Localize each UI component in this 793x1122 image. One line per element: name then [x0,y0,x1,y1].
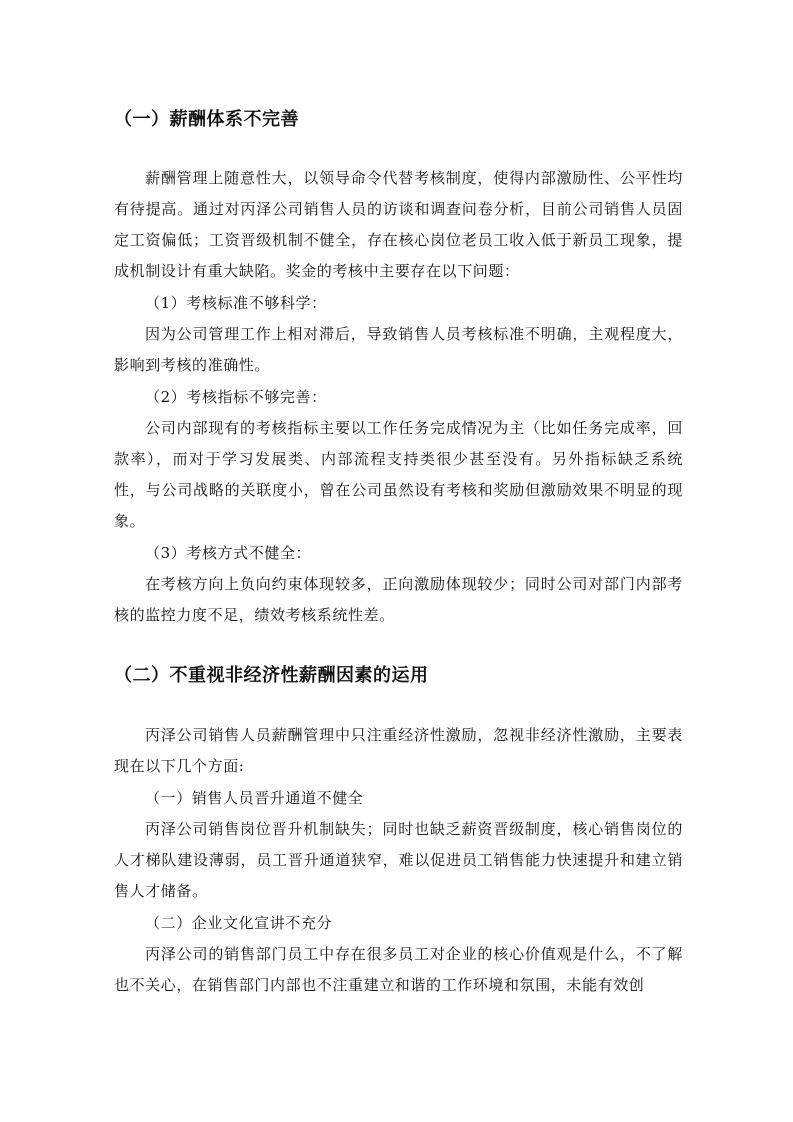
section-1-item-1-body: 因为公司管理工作上相对滞后，导致销售人员考核标准不明确，主观程度大，影响到考核的准确性。 [114,325,683,374]
section-1-heading: （一）薪酬体系不完善 [114,109,299,130]
section-1-item-2-body: 公司内部现有的考核指标主要以工作任务完成情况为主（比如任务完成率，回款率），而对于学习发展类、内部流程支持类很少甚至没有。另外指标缺乏系统性，与公司战略的关联度小，曾在公司虽然设有考核和奖励但激励效果不明显的现象。 [114,419,683,530]
section-2-heading: （二）不重视非经济性薪酬因素的运用 [114,665,429,686]
section-2-item-1-body: 丙泽公司销售岗位晋升机制缺失；同时也缺乏薪资晋级制度，核心销售岗位的人才梯队建设薄弱，员工晋升通道狭窄，难以促进员工销售能力快速提升和建立销售人才储备。 [114,820,683,900]
section-1-intro-paragraph: 薪酬管理上随意性大，以领导命令代替考核制度，使得内部激励性、公平性均有待提高。通过对丙泽公司销售人员的访谈和调查问卷分析，目前公司销售人员固定工资偏低；工资晋级机制不健全，存在核心岗位老员工收入低于新员工现象，提成机制设计有重大缺陷。奖金的考核中主要存在以下问题： [114,169,683,280]
section-1-item-3-title: （3）考核方式不健全： [145,544,312,562]
section-1-item-2-title: （2）考核指标不够完善： [145,388,327,406]
section-2-item-2-body: 丙泽公司的销售部门员工中存在很多员工对企业的核心价值观是什么，不了解也不关心，在销售部门内部也不注重建立和谐的工作环境和氛围，未能有效创 [114,945,683,994]
section-1-item-1-title: （1）考核标准不够科学： [145,294,327,312]
section-2-item-2-title: （二）企业文化宣讲不充分 [145,914,333,932]
section-1-item-3-body: 在考核方向上负向约束体现较多，正向激励体现较少；同时公司对部门内部考核的监控力度不足，绩效考核系统性差。 [114,575,683,624]
section-2-intro-paragraph: 丙泽公司销售人员薪酬管理中只注重经济性激励，忽视非经济性激励，主要表现在以下几个方面: [114,726,683,775]
section-2-item-1-title: （一）销售人员晋升通道不健全 [145,789,364,807]
